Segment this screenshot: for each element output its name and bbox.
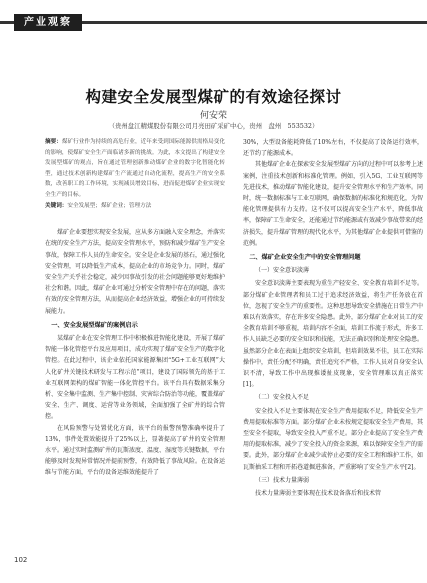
subheading-3: （三）技术力量薄弱 — [255, 476, 310, 484]
section-tag: 产业观察 — [14, 14, 82, 31]
right-column — [243, 137, 423, 499]
intro-paragraph: 煤矿企业要想实现安全发展，应从多方面融入安全理念，并落实在统的安全生产方法，提高安全管理水平，预防和减少煤矿生产安全事故，保障工作人员的生命安全。安全是企业发展的基石，通过强化安全管理，可以降低生产成本，提高企业的市场竞争力。同时，煤矿安全生产关乎社会稳定，减少因事故引发的社会问题能够更好地维护社会和谐。因此，煤矿企业可通过分析安全管理中存在的问题，落实有效的安全管理方法，从而提高企业经济效益，增强企业的可持续发展能力。 — [45, 229, 226, 315]
paragraph-5: 安全投入不足主要体现在安全生产费用提取不足，降低安全生产费用提取标准等方面。部分煤矿企业未按规定提取安全生产费用，其至安全不提取，导致安全投入严重不足。部分企业提高了安全生产费用的提取标准，减少了安全投入的资金来源，难以保障安全生产的需要。此外，部分煤矿企业减少或停止必要的安全工程和维护工作，如瓦斯抽采工程和开拓巷道掘进准备，严重影响了安全生产水平[2]。 — [243, 407, 424, 471]
spacer — [45, 211, 225, 227]
keywords-label: 关键词： — [45, 202, 68, 209]
article-author: 何安荣 — [199, 111, 227, 121]
subheading-2: （二）安全投入不足 — [255, 394, 310, 402]
paragraph-3: 其他煤矿企业在探索安全发展型煤矿方向的过程中可以参考上述案例，注重技术创新和标准化管理。例如，引入5G、工业互联网等先进技术，推动煤矿智能化建设，提升安全管理水平和生产效率。同时，统一数据标准与工业互联网，确保数据的标准化和规范化，为智能化管理提供有力支持。这不仅可以提高安全生产水平，降低事故率，保障矿工生命安全，还能通过节约能源或有效减少事故带来的经济损失，提升煤矿管理的现代化水平，为其他煤矿企业提供可借鉴的范例。 — [243, 161, 424, 247]
article-affiliation: （贵州盘江精煤股份有限公司月亮田矿采矿中心，贵州 盘州 553532） — [108, 122, 319, 130]
page-number: 102 — [14, 556, 28, 564]
section-heading-2: 二、煤矿企业安全生产中的安全管理问题 — [249, 254, 361, 262]
article-title: 构建安全发展型煤矿的有效途径探讨 — [85, 88, 342, 106]
section-heading-1: 一、安全发展型煤矿的案例启示 — [51, 321, 138, 329]
paragraph-1: 某煤矿企业在安全管理工作中积极推进智能化建设，开展了煤矿智能一体化管控平台及应用项目，成功实现了煤矿安全生产的数字化管控。在此过程中，该企业依托国家能源集团“5G+工业互联网”大人化矿井关键技术研发与工程示范”项目，建设了国际领先的基于工业互联网架构的煤矿智能一体化管控平台。该平台具有数据采集分析、安全集中监测、生产集中控制、灾害综合防治等功能，覆盖煤矿安全、生产、调度、运营等业务领域，全面加强了全矿井的综合管控。 — [45, 334, 226, 421]
keywords — [45, 201, 225, 212]
paragraph-6: 技术力量薄弱主要体现在技术设备落后和技术管 — [255, 490, 382, 498]
left-column — [45, 137, 225, 479]
keywords-text: 安全发展型；煤矿企业；管理方法 — [67, 202, 152, 209]
subheading-1: （一）安全意识淡薄 — [255, 267, 310, 275]
abstract-label: 摘要： — [45, 139, 62, 145]
paragraph-continued: 30%，大型设备能耗降低了10%左右，不仅提高了设备运行效率，还节约了能源成本。 — [243, 139, 423, 158]
abstract-text: 煤矿行业作为持续的高危行业，近年来受到国际能源供需格局变化的影响，使煤矿安全生产面临诸多新的挑战。为此，本文提出了构建安全发展型煤矿的观点，旨在通过管理创新推动煤矿企业的数字化智能化转型，通过技术创新构建煤矿生产流通过自动化流程，提高生产的安全系数，改善职工的工作环境，实现减员增效目标，进而促进煤矿企业实现安全生产的目标。 — [45, 139, 225, 198]
paragraph-2: 在风险预警与处置优化方面，该平台的报警预警准确率提升了13%，事件处置效能提升了25%以上，显著提高了矿井的安全管理水平。通过实时监测矿井的瓦斯浓度、温度、湿度等关键数据，平台能够及时发现异常情况并提前预警，有效降低了事故风险。在设备运维与节能方面，平台的设备运维效能提升了 — [45, 424, 226, 477]
abstract — [45, 137, 225, 201]
paragraph-4: 安全意识淡薄主要表现为重生产轻安全、安全教育培训不足等。部分煤矿企业管理者和员工过于追求经济效益，将生产任务放在首位，忽视了安全生产的重要性。这种思想导致安全措施在日常生产中难以有效落实，存在许多安全隐患。此外，部分煤矿企业对员工的安全教育培训不够重视，培训内容不全面，培训工作流于形式，许多工作人员缺乏必要的安全知识和技能，无法正确识别和处理安全隐患。虽然部分企业在表面上组织安全培训，但培训效果不佳，员工在实际操作中，责任分配不明确，责任追究不严格，工作人员对自身安全认识不清，导致工作中出现推诿扯皮现象，安全管理难以真正落实[1]。 — [243, 280, 424, 389]
